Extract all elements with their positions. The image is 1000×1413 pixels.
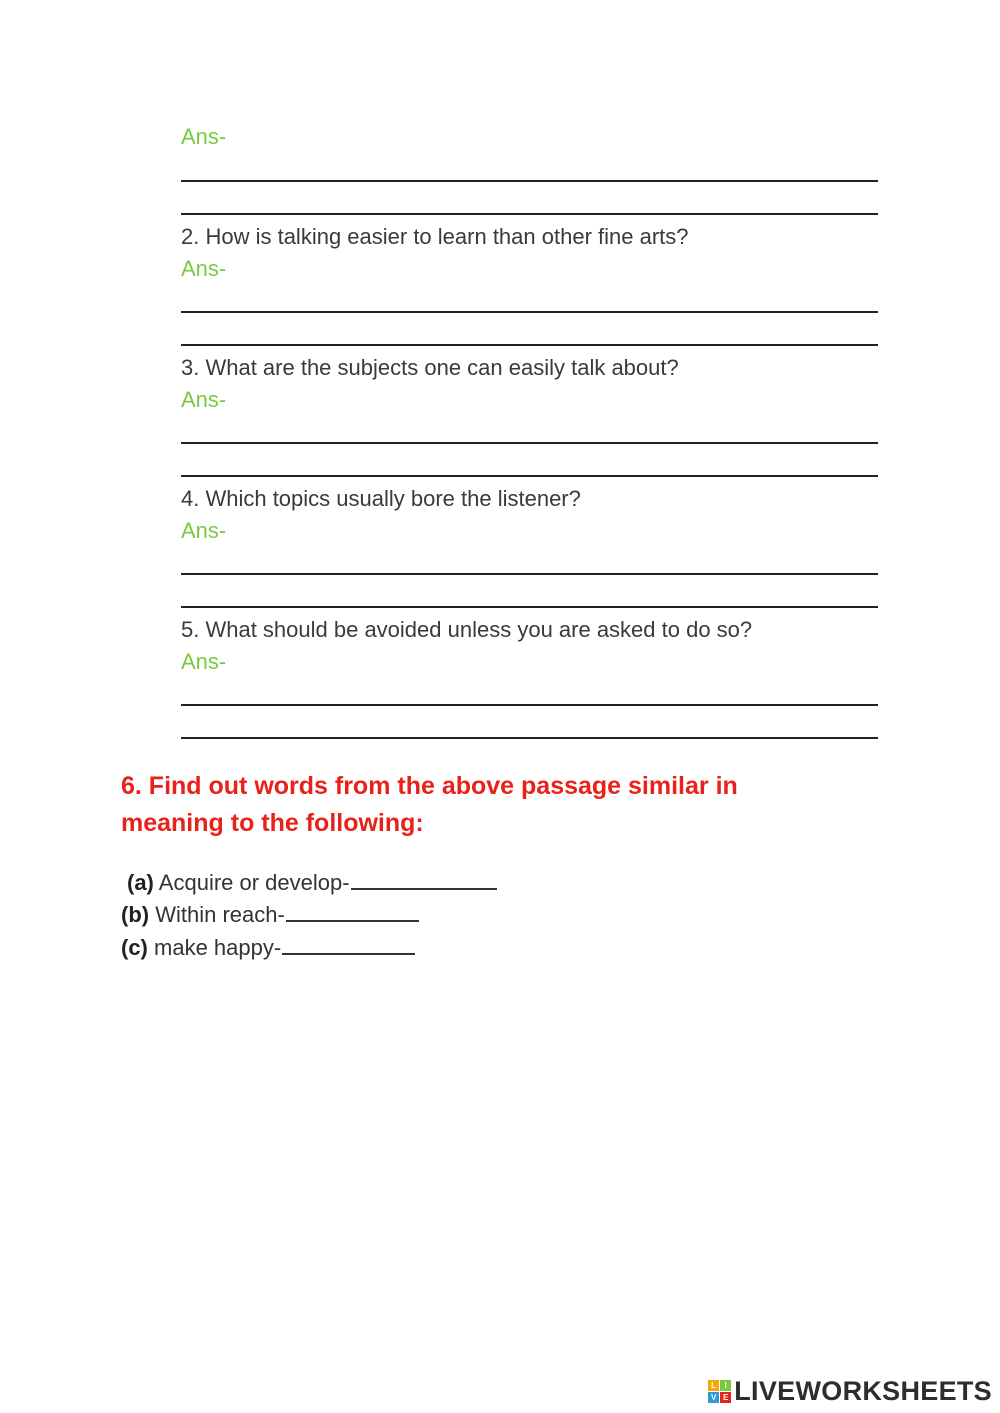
question-3: 3. What are the subjects one can easily talk about? [181, 355, 679, 380]
answer-label: Ans- [181, 518, 227, 543]
vocab-label: (c) [121, 935, 148, 960]
vocab-item-a [127, 868, 497, 896]
answer-line[interactable] [181, 606, 878, 608]
vocab-text: Acquire or develop- [158, 870, 350, 895]
vocab-item-b [121, 900, 419, 928]
section-6-heading [121, 768, 841, 842]
logo-tile: L [708, 1380, 719, 1391]
answer-line[interactable] [181, 180, 878, 182]
question-4: 4. Which topics usually bore the listener? [181, 486, 581, 511]
vocab-text: Within reach- [155, 902, 285, 927]
liveworksheets-brand [708, 1376, 992, 1407]
answer-label: Ans- [181, 256, 227, 281]
answer-label: Ans- [181, 124, 227, 149]
vocab-label: (a) [127, 870, 154, 895]
logo-tile: V [708, 1392, 719, 1403]
answer-label: Ans- [181, 387, 227, 412]
answer-line[interactable] [181, 344, 878, 346]
vocab-blank[interactable] [282, 933, 415, 955]
brand-name: LIVEWORKSHEETS [734, 1376, 992, 1406]
question-2: 2. How is talking easier to learn than other fine arts? [181, 224, 689, 249]
liveworksheets-logo-icon [708, 1380, 731, 1403]
answer-line[interactable] [181, 704, 878, 706]
vocab-blank[interactable] [286, 900, 419, 922]
vocab-item-c [121, 933, 415, 961]
logo-tile: E [720, 1392, 731, 1403]
heading-line-2: meaning to the following: [121, 809, 424, 837]
heading-line-1: 6. Find out words from the above passage similar in [121, 772, 738, 800]
answer-line[interactable] [181, 573, 878, 575]
vocab-text: make happy- [154, 935, 282, 960]
answer-line[interactable] [181, 213, 878, 215]
answer-line[interactable] [181, 442, 878, 444]
question-5: 5. What should be avoided unless you are asked to do so? [181, 617, 753, 642]
answer-line[interactable] [181, 475, 878, 477]
logo-tile: I [720, 1380, 731, 1391]
answer-line[interactable] [181, 311, 878, 313]
vocab-label: (b) [121, 902, 150, 927]
answer-line[interactable] [181, 737, 878, 739]
vocab-blank[interactable] [351, 868, 497, 890]
answer-label: Ans- [181, 649, 227, 674]
